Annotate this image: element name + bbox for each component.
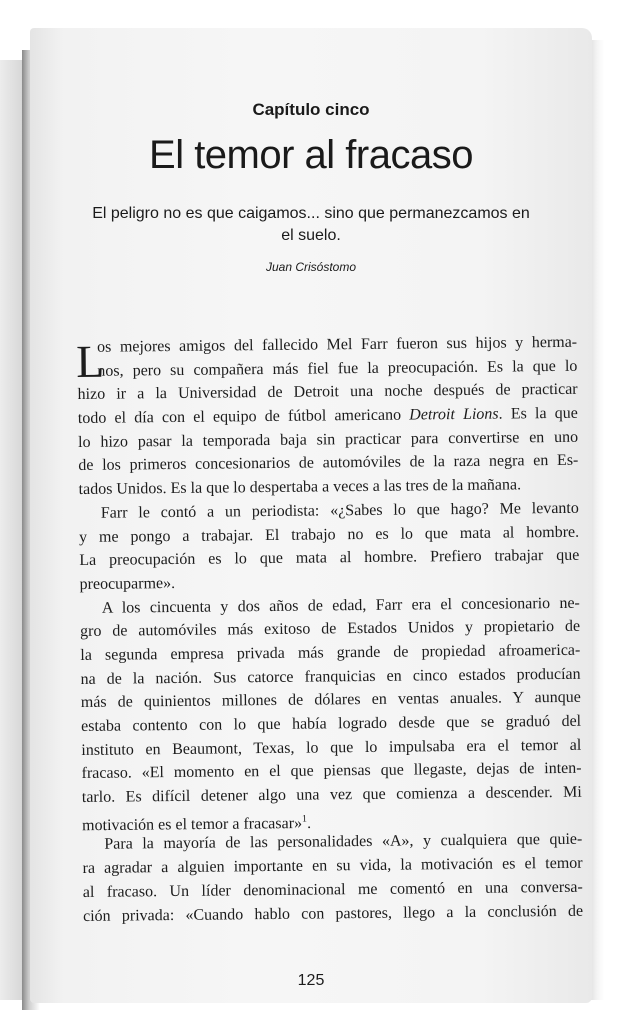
text-line: tados Unidos. Es la que lo despertaba a veces a las tres de la mañana. [78,476,522,499]
footnote-ref: 1 [301,813,308,825]
drop-cap: L [76,335,105,388]
page-number: 125 [297,972,325,989]
body-text [77,331,583,928]
book-page [30,28,592,1003]
text-line: nos, pero su compañera más fiel fue la preocupación. Es la que lo [97,357,578,380]
text-line: todo el día con el equipo de fútbol americano Detroit Lions. Es la que [77,404,578,428]
text-line: na de la nación. Sus catorce franquicias en cinco estados producían [80,665,581,688]
text-line: fracaso. «El momento en el que piensas que llegaste, dejas de inten- [81,760,582,783]
text-line: os mejores amigos del fallecido Mel Farr fueron sus hijos y herma- [97,333,578,356]
text-line: Farr le contó a un periodista: «¿Sabes lo que hago? Me levanto [100,499,579,522]
text-line: A los cincuenta y dos años de edad, Farr era el concesionario ne- [101,594,580,617]
text-line: de los primeros concesionarios de automóviles de la raza negra en Es- [78,452,579,475]
text-line: Para la mayoría de las personalidades «A», y cualquiera que quie- [104,831,583,854]
text-line: tarlo. Es difícil detener algo una vez que comienza a descender. Mi [81,783,582,807]
epigraph-author: Juan Crisóstomo [265,260,357,274]
text-line: ción privada: «Cuando hablo con pastores, llego a la conclusión de [82,902,584,925]
text-line: hizo ir a la Universidad de Detroit una noche después de practicar [77,381,578,404]
text-line: estaba contento con lo que había logrado desde que se graduó del [81,712,582,735]
text-line: preocuparme». [79,574,176,593]
emphasis-team-name: Detroit Lions [409,405,499,424]
text-line: la segunda empresa privada más grande de propiedad afroamerica- [80,641,581,664]
text-line: gro de automóviles más exitoso de Estados Unidos y propietario de [80,617,581,641]
text-line: ra agradar a alguien importante en su vida, la motivación es el temor [82,854,583,878]
text-line: lo hizo pasar la temporada baja sin practicar para convertirse en uno [78,428,579,451]
chapter-label: Capítulo cinco [252,100,370,119]
chapter-title: El temor al fracaso [149,133,473,177]
text-line: más de quinientos millones de dólares en ventas anuales. Y aunque [80,689,581,712]
epigraph-quote: El peligro no es que caigamos... sino que permanezcamos en el suelo. [92,205,530,244]
text-line: La preocupación es lo que mata al hombre. Prefiero trabajar que [79,546,580,570]
text-line: al fracaso. Un líder denominacional me comentó en una conversa- [82,878,583,901]
text-line: y me pongo a trabajar. El trabajo no es lo que mata al hombre. [79,523,580,546]
text-line: instituto en Beaumont, Texas, lo que lo impulsaba era el temor al [81,736,582,759]
text-line: motivación es el temor a fracasar»$^1$. [82,813,312,835]
page-stack-edge [590,40,604,1000]
